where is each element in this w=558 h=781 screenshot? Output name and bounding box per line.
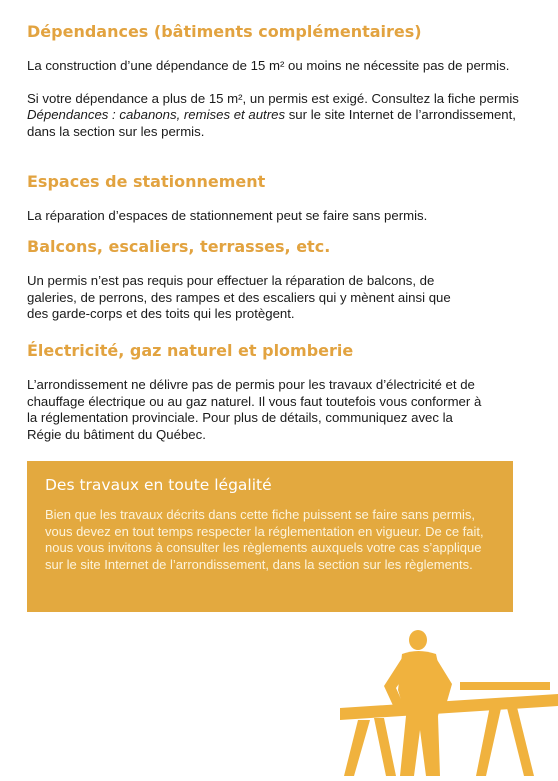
section-electricite xyxy=(27,341,532,443)
document-title-italic: Dépendances : cabanons, remises et autres xyxy=(27,107,286,122)
section-heading: Balcons, escaliers, terrasses, etc. xyxy=(27,237,331,256)
paragraph: L’arrondissement ne délivre pas de permis pour les travaux d’électricité et de chauffage électrique ou au gaz naturel. Il vous faut toutefois vous conformer à la réglementation provinciale. Pour plus de détails, communiquez avec la Régie du bâtiment du Québec. xyxy=(27,377,482,442)
section-balcons xyxy=(27,237,532,323)
paragraph-text: sur le site Internet de l’arrondissement, dans la section sur les permis. xyxy=(27,107,516,139)
callout-text: Bien que les travaux décrits dans cette fiche puissent se faire sans permis, vous devez en tout temps respecter la réglementation en vigueur. De ce fait, nous vous invitons à consulter les règlements auxquels votre cas s’applique sur le site Internet de l’arrondissement, dans la section sur les règlements. xyxy=(45,507,484,572)
paragraph-text: Si votre dépendance a plus de 15 m², un permis est exigé. Consultez la fiche permis xyxy=(27,90,519,106)
section-heading: Espaces de stationnement xyxy=(27,172,266,191)
section-heading: Électricité, gaz naturel et plomberie xyxy=(27,341,354,360)
section-dependances xyxy=(27,22,532,140)
section-stationnement xyxy=(27,172,532,225)
callout-title: Des travaux en toute légalité xyxy=(45,476,272,494)
section-heading: Dépendances (bâtiments complémentaires) xyxy=(27,22,422,41)
paragraph: La réparation d’espaces de stationnement peut se faire sans permis. xyxy=(27,208,428,223)
paragraph: Un permis n’est pas requis pour effectuer la réparation de balcons, de galeries, de perrons, des rampes et des escaliers qui y mènent ainsi que des garde-corps et des toits qui les protègent. xyxy=(27,273,451,321)
callout-box xyxy=(27,461,513,612)
paragraph: La construction d’une dépendance de 15 m² ou moins ne nécessite pas de permis. xyxy=(27,58,510,73)
worker-at-sawhorse-icon xyxy=(340,630,558,776)
paragraph xyxy=(27,91,532,141)
